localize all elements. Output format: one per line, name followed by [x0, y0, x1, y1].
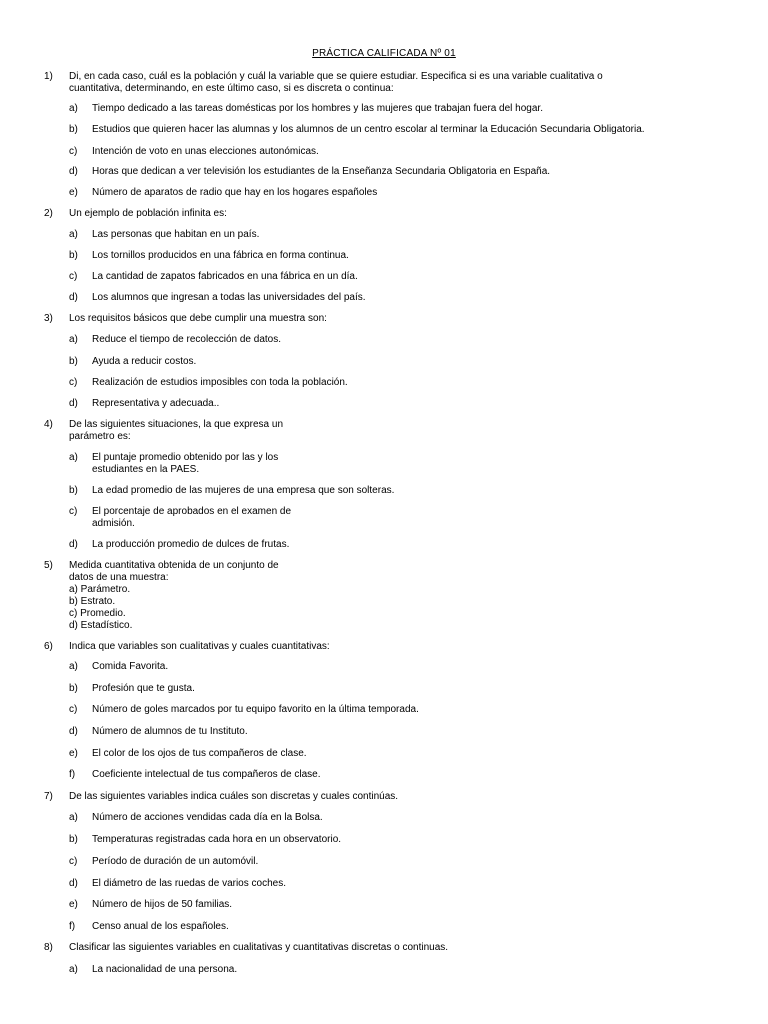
- option-letter: a): [69, 229, 78, 240]
- option-line: b) Estrato.: [69, 596, 116, 607]
- question-number: 4): [44, 419, 53, 430]
- option-letter: f): [69, 921, 76, 932]
- option-text: El color de los ojos de tus compañeros de clase.: [92, 748, 307, 759]
- option-letter: c): [69, 146, 78, 157]
- option-text: La nacionalidad de una persona.: [92, 964, 238, 975]
- option-text: Número de alumnos de tu Instituto.: [92, 726, 248, 737]
- option-text-line: estudiantes en la PAES.: [92, 464, 200, 475]
- question-number: 2): [44, 208, 53, 219]
- option-text: Estudios que quieren hacer las alumnas y los alumnos de un centro escolar al terminar la Educación Secundaria Obligatoria.: [92, 124, 645, 135]
- option-letter: d): [69, 539, 78, 550]
- option-letter: b): [69, 485, 78, 496]
- option-text: Los alumnos que ingresan a todas las universidades del país.: [92, 292, 366, 303]
- option-text: La producción promedio de dulces de frutas.: [92, 539, 290, 550]
- option-text: Tiempo dedicado a las tareas domésticas por los hombres y las mujeres que trabajan fuera del hogar.: [92, 103, 543, 114]
- option-text-line: admisión.: [92, 518, 135, 529]
- option-letter: d): [69, 166, 78, 177]
- option-text: La edad promedio de las mujeres de una empresa que son solteras.: [92, 485, 395, 496]
- option-text: Intención de voto en unas elecciones autonómicas.: [92, 146, 319, 157]
- option-letter: c): [69, 704, 78, 715]
- option-letter: a): [69, 812, 78, 823]
- option-letter: b): [69, 683, 78, 694]
- option-text: Coeficiente intelectual de tus compañeros de clase.: [92, 769, 321, 780]
- option-text: Representativa y adecuada..: [92, 398, 220, 409]
- option-letter: b): [69, 124, 78, 135]
- question-text-line: cuantitativa, determinando, en este último caso, si es discreta o continua:: [69, 83, 394, 94]
- option-letter: c): [69, 856, 78, 867]
- option-letter: c): [69, 271, 78, 282]
- option-text: Profesión que te gusta.: [92, 683, 195, 694]
- question-text-line: Un ejemplo de población infinita es:: [69, 208, 227, 219]
- question-number: 6): [44, 641, 53, 652]
- option-letter: e): [69, 899, 78, 910]
- option-text: Número de aparatos de radio que hay en los hogares españoles: [92, 187, 378, 198]
- question-text-line: Indica que variables son cualitativas y cuales cuantitativas:: [69, 641, 330, 652]
- option-letter: a): [69, 452, 78, 463]
- option-line: c) Promedio.: [69, 608, 126, 619]
- option-text: Número de goles marcados por tu equipo favorito en la última temporada.: [92, 704, 419, 715]
- question-text-line: De las siguientes situaciones, la que expresa un: [69, 419, 284, 430]
- question-number: 3): [44, 313, 53, 324]
- question-text-line: Clasificar las siguientes variables en cualitativas y cuantitativas discretas o continuas.: [69, 942, 449, 953]
- option-text: Horas que dedican a ver televisión los estudiantes de la Enseñanza Secundaria Obligatoria en España.: [92, 166, 551, 177]
- document-title: PRÁCTICA CALIFICADA Nº 01: [312, 48, 456, 59]
- option-letter: b): [69, 250, 78, 261]
- option-line: d) Estadístico.: [69, 620, 133, 631]
- option-letter: d): [69, 292, 78, 303]
- option-letter: a): [69, 103, 78, 114]
- option-text: El diámetro de las ruedas de varios coches.: [92, 878, 286, 889]
- question-block: [69, 560, 279, 632]
- option-letter: c): [69, 377, 78, 388]
- option-letter: d): [69, 398, 78, 409]
- option-text: Período de duración de un automóvil.: [92, 856, 259, 867]
- option-text: Realización de estudios imposibles con toda la población.: [92, 377, 348, 388]
- option-letter: a): [69, 334, 78, 345]
- question-number: 7): [44, 791, 53, 802]
- option-letter: e): [69, 187, 78, 198]
- option-text-line: El porcentaje de aprobados en el examen de: [92, 506, 292, 517]
- option-letter: f): [69, 769, 76, 780]
- option-text: Los tornillos producidos en una fábrica en forma continua.: [92, 250, 349, 261]
- question-text-line: De las siguientes variables indica cuáles son discretas y cuales continúas.: [69, 791, 399, 802]
- option-line: a) Parámetro.: [69, 584, 131, 595]
- question-number: 5): [44, 560, 53, 571]
- option-letter: d): [69, 878, 78, 889]
- option-letter: c): [69, 506, 78, 517]
- question-text-line: Medida cuantitativa obtenida de un conjunto de: [69, 560, 279, 571]
- option-letter: a): [69, 661, 78, 672]
- question-text-line: Los requisitos básicos que debe cumplir una muestra son:: [69, 313, 327, 324]
- option-text: Temperaturas registradas cada hora en un observatorio.: [92, 834, 342, 845]
- option-letter: b): [69, 834, 78, 845]
- option-text: Censo anual de los españoles.: [92, 921, 229, 932]
- option-text: Número de acciones vendidas cada día en la Bolsa.: [92, 812, 323, 823]
- question-text-line: parámetro es:: [69, 431, 131, 442]
- option-text: Reduce el tiempo de recolección de datos.: [92, 334, 282, 345]
- option-letter: b): [69, 356, 78, 367]
- option-text: Las personas que habitan en un país.: [92, 229, 260, 240]
- option-text: La cantidad de zapatos fabricados en una fábrica en un día.: [92, 271, 358, 282]
- question-number: 8): [44, 942, 53, 953]
- option-letter: e): [69, 748, 78, 759]
- question-number: 1): [44, 71, 53, 82]
- option-text: Número de hijos de 50 familias.: [92, 899, 233, 910]
- question-text-line: Di, en cada caso, cuál es la población y cuál la variable que se quiere estudiar. Especifica si es una variable cualitativa o: [69, 71, 603, 82]
- question-text-line: datos de una muestra:: [69, 572, 169, 583]
- option-text: Comida Favorita.: [92, 661, 169, 672]
- option-letter: a): [69, 964, 78, 975]
- option-letter: d): [69, 726, 78, 737]
- option-text: Ayuda a reducir costos.: [92, 356, 197, 367]
- option-text-line: El puntaje promedio obtenido por las y los: [92, 452, 279, 463]
